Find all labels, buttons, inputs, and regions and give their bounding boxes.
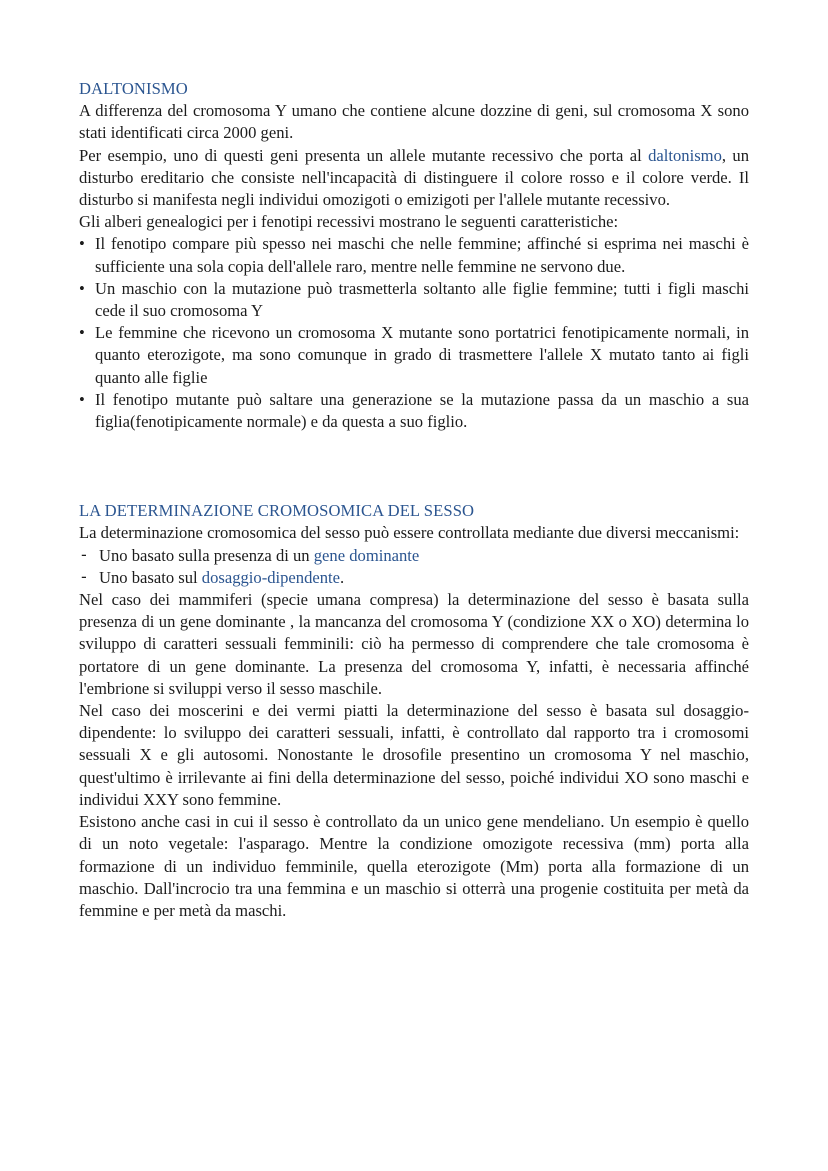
- term-dosaggio-dipendente: dosaggio-dipendente: [201, 567, 341, 587]
- paragraph: Per esempio, uno di questi geni presenta un allele mutante recessivo che porta al daltonismo, un disturbo ereditario che consiste nell'incapacità di distinguere il colore rosso e il colore verde. Il disturbo si manifesta negli individui omozigoti o emizigoti per l'allele mutante recessivo.: [79, 145, 750, 210]
- list-item: - Uno basato sul dosaggio-dipendente.: [79, 567, 749, 589]
- list-item: • Le femmine che ricevono un cromosoma X mutante sono portatrici fenotipicamente normali, in quanto eterozigote, ma sono comunque in grado di trasmettere l'allele X mutato tanto ai figli quanto alle figlie: [79, 322, 749, 389]
- list-item: • Il fenotipo compare più spesso nei maschi che nelle femmine; affinché si esprima nei maschi è sufficiente una sola copia dell'allele raro, mentre nelle femmine ne servono due.: [79, 233, 749, 277]
- paragraph: La determinazione cromosomica del sesso può essere controllata mediante due diversi meccanismi:: [79, 523, 740, 543]
- term-daltonismo: daltonismo: [648, 145, 722, 165]
- bullet-list: [79, 233, 749, 433]
- section-title-daltonismo: DALTONISMO: [79, 79, 188, 98]
- paragraph: A differenza del cromosoma Y umano che contiene alcune dozzine di geni, sul cromosoma X sono stati identificati circa 2000 geni.: [79, 101, 749, 143]
- document-page: [79, 78, 749, 922]
- term-gene-dominante: gene dominante: [313, 545, 420, 565]
- dash-list: [79, 545, 749, 589]
- paragraph: Esistono anche casi in cui il sesso è controllato da un unico gene mendeliano. Un esempio è quello di un noto vegetale: l'asparago. Mentre la condizione omozigote recessiva (mm) porta alla formazione di un individuo femminile, quella eterozigote (Mm) porta alla formazione di un maschio. Dall'incrocio tra una femmina e un maschio si otterrà una progenie costituita per metà da femmine e per metà da maschi.: [79, 812, 749, 920]
- list-item: • Il fenotipo mutante può saltare una generazione se la mutazione passa da un maschio a sua figlia(fenotipicamente normale) e da questa a suo figlio.: [79, 389, 749, 433]
- paragraph: Nel caso dei mammiferi (specie umana compresa) la determinazione del sesso è basata sulla presenza di un gene dominante , la mancanza del cromosoma Y (condizione XX o XO) determina lo sviluppo di caratteri sessuali femminili: ciò ha permesso di comprendere che tale cromosoma è portatore di un gene dominante. La presenza del cromosoma Y, infatti, è necessaria affinché l'embrione si sviluppi verso il sesso maschile.: [79, 590, 749, 698]
- list-item: - Uno basato sulla presenza di un gene dominante: [79, 545, 749, 567]
- list-item: • Un maschio con la mutazione può trasmetterla soltanto alle figlie femmine; tutti i figli maschi cede il suo cromosoma Y: [79, 278, 749, 322]
- paragraph: Gli alberi genealogici per i fenotipi recessivi mostrano le seguenti caratteristiche:: [79, 212, 619, 232]
- section-title-determinazione: LA DETERMINAZIONE CROMOSOMICA DEL SESSO: [79, 501, 475, 521]
- section-spacer: [79, 433, 749, 500]
- paragraph: Nel caso dei moscerini e dei vermi piatti la determinazione del sesso è basata sul dosaggio-dipendente: lo sviluppo dei caratteri sessuali, infatti, è controllato dal rapporto tra i cromosomi sessuali X e gli autosomi. Nonostante le drosofile presentino un cromosoma Y nel maschio, quest'ultimo è irrilevante ai fini della determinazione del sesso, poiché individui XO sono maschi e individui XXY sono femmine.: [79, 701, 749, 809]
